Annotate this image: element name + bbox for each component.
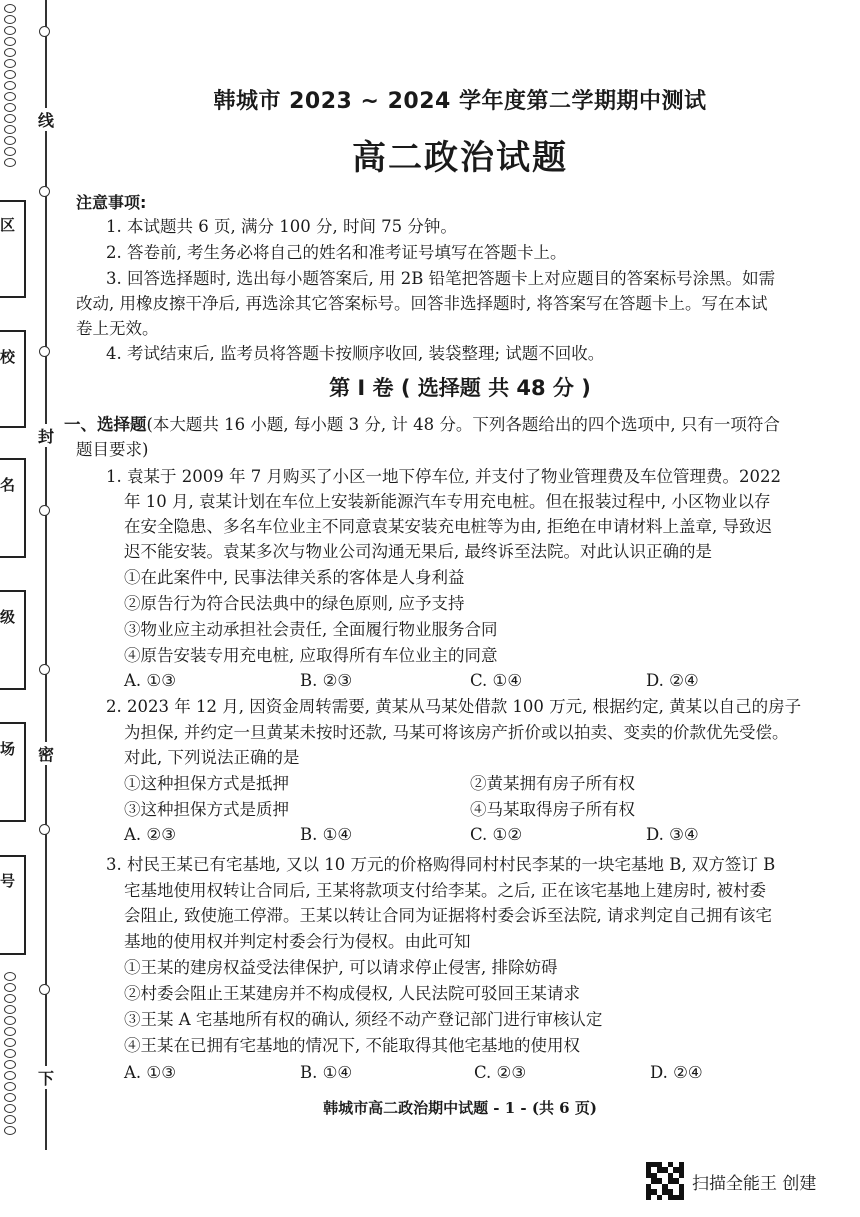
- q3-item: ③王某 A 宅基地所有权的确认, 须经不动产登记部门进行审核认定: [124, 1010, 603, 1029]
- notice-heading: 注意事项:: [76, 193, 147, 212]
- punch-ring-column-top: [4, 4, 22, 167]
- q2-item: ②黄某拥有房子所有权: [470, 774, 635, 793]
- notice-line: 2. 答卷前, 考生务必将自己的姓名和准考证号填写在答题卡上。: [106, 243, 567, 262]
- q1-option-c: C. ①④: [470, 671, 523, 690]
- binding-hole: [39, 26, 50, 37]
- section-instructions-text: (本大题共 16 小题, 每小题 3 分, 计 48 分。下列各题给出的四个选项中, 只有一项符合: [146, 415, 780, 434]
- q2-item: ①这种担保方式是抵押: [124, 774, 289, 793]
- q1-option-b: B. ②③: [300, 671, 353, 690]
- binding-hole: [39, 824, 50, 835]
- binding-hole: [39, 186, 50, 197]
- q2-option-a: A. ②③: [124, 825, 176, 844]
- qr-code-icon: [646, 1162, 684, 1200]
- q3-stem-line: 3. 村民王某已有宅基地, 又以 10 万元的价格购得同村村民李某的一块宅基地 B, 双方签订 B: [106, 855, 776, 874]
- name-box: [0, 458, 26, 558]
- q1-stem-line: 在安全隐患、多名车位业主不同意袁某安装充电桩等为由, 拒绝在申请材料上盖章, 导致迟: [124, 517, 772, 536]
- q1-item: ②原告行为符合民法典中的绿色原则, 应予支持: [124, 594, 465, 613]
- binding-hole: [39, 984, 50, 995]
- binding-margin: [0, 0, 62, 1150]
- cut-char-secret: 密: [38, 742, 54, 765]
- q1-item: ④原告安装专用充电桩, 应取得所有车位业主的同意: [124, 646, 498, 665]
- q3-stem-line: 会阻止, 致使施工停滞。王某以转让合同为证据将村委会诉至法院, 请求判定自己拥有该宅: [124, 906, 772, 925]
- q3-option-a: A. ①③: [124, 1063, 176, 1082]
- q2-option-b: B. ①④: [300, 825, 353, 844]
- q1-stem-line: 迟不能安装。袁某多次与物业公司沟通无果后, 最终诉至法院。对此认识正确的是: [124, 542, 712, 561]
- notice-line: 1. 本试题共 6 页, 满分 100 分, 时间 75 分钟。: [106, 217, 457, 236]
- class-box: [0, 590, 26, 690]
- cut-line: [45, 0, 47, 1150]
- binding-hole: [39, 505, 50, 516]
- school-title: 韩城市 2023 ~ 2024 学年度第二学期期中测试: [213, 89, 707, 114]
- q3-stem-line: 基地的使用权并判定村委会行为侵权。由此可知: [124, 932, 471, 951]
- seat-number-label: 号: [0, 872, 16, 890]
- section-instructions: [64, 412, 780, 438]
- exam-room-label: 场: [0, 740, 16, 758]
- q2-stem-line: 为担保, 并约定一旦黄某未按时还款, 马某可将该房产折价或以拍卖、变卖的价款优先受偿。: [124, 723, 789, 742]
- q2-stem-line: 对此, 下列说法正确的是: [124, 748, 300, 767]
- section-instructions-cont: 题目要求): [76, 440, 149, 459]
- school-label: 校: [0, 348, 16, 366]
- q2-stem-line: 2. 2023 年 12 月, 因资金周转需要, 黄某从马某处借款 100 万元, 根据约定, 黄某以自己的房子: [106, 697, 802, 716]
- cut-char-seal: 封: [38, 424, 54, 447]
- notice-line: 3. 回答选择题时, 选出每小题答案后, 用 2B 铅笔把答题卡上对应题目的答案标号涂黑。如需: [106, 269, 776, 288]
- class-label: 级: [0, 608, 16, 626]
- notice-line: 改动, 用橡皮擦干净后, 再选涂其它答案标号。回答非选择题时, 将答案写在答题卡上。写在本试: [76, 294, 768, 313]
- q2-item: ④马某取得房子所有权: [470, 800, 635, 819]
- q1-option-d: D. ②④: [646, 671, 699, 690]
- q2-option-d: D. ③④: [646, 825, 699, 844]
- q3-option-c: C. ②③: [474, 1063, 527, 1082]
- name-label: 名: [0, 476, 16, 494]
- punch-ring-column-bottom: [4, 972, 22, 1135]
- cut-char-line: 线: [38, 108, 54, 131]
- q3-stem-line: 宅基地使用权转让合同后, 王某将款项支付给李某。之后, 正在该宅基地上建房时, 被村委: [124, 881, 766, 900]
- q3-item: ①王某的建房权益受法律保护, 可以请求停止侵害, 排除妨碍: [124, 958, 558, 977]
- cut-char-below: 下: [38, 1066, 54, 1089]
- exam-room-box: [0, 722, 26, 822]
- q1-item: ①在此案件中, 民事法律关系的客体是人身利益: [124, 568, 465, 587]
- notice-line: 4. 考试结束后, 监考员将答题卡按顺序收回, 装袋整理; 试题不回收。: [106, 344, 605, 363]
- q3-option-d: D. ②④: [650, 1063, 703, 1082]
- section-title: 第 Ⅰ 卷 ( 选择题 共 48 分 ): [329, 376, 591, 400]
- paper-title: 高二政治试题: [352, 138, 568, 178]
- q3-item: ②村委会阻止王某建房并不构成侵权, 人民法院可驳回王某请求: [124, 984, 580, 1003]
- q3-option-b: B. ①④: [300, 1063, 353, 1082]
- q1-stem-line: 1. 袁某于 2009 年 7 月购买了小区一地下停车位, 并支付了物业管理费及车位管理费。2022: [106, 467, 781, 486]
- q1-item: ③物业应主动承担社会责任, 全面履行物业服务合同: [124, 620, 498, 639]
- q3-item: ④王某在已拥有宅基地的情况下, 不能取得其他宅基地的使用权: [124, 1036, 580, 1055]
- q2-item: ③这种担保方式是质押: [124, 800, 289, 819]
- section-instructions-label: 一、选择题: [64, 415, 147, 434]
- binding-hole: [39, 346, 50, 357]
- scanner-watermark-text: 扫描全能王 创建: [692, 1173, 817, 1194]
- q1-stem-line: 年 10 月, 袁某计划在车位上安装新能源汽车专用充电桩。但在报装过程中, 小区物业以存: [124, 492, 771, 511]
- page-footer: 韩城市高二政治期中试题 - 1 - (共 6 页): [323, 1099, 597, 1117]
- binding-hole: [39, 664, 50, 675]
- school-box: [0, 330, 26, 428]
- scanner-watermark: [646, 1162, 816, 1200]
- q1-option-a: A. ①③: [124, 671, 176, 690]
- notice-line: 卷上无效。: [76, 319, 159, 338]
- q2-option-c: C. ①②: [470, 825, 523, 844]
- district-label: 区: [0, 216, 16, 234]
